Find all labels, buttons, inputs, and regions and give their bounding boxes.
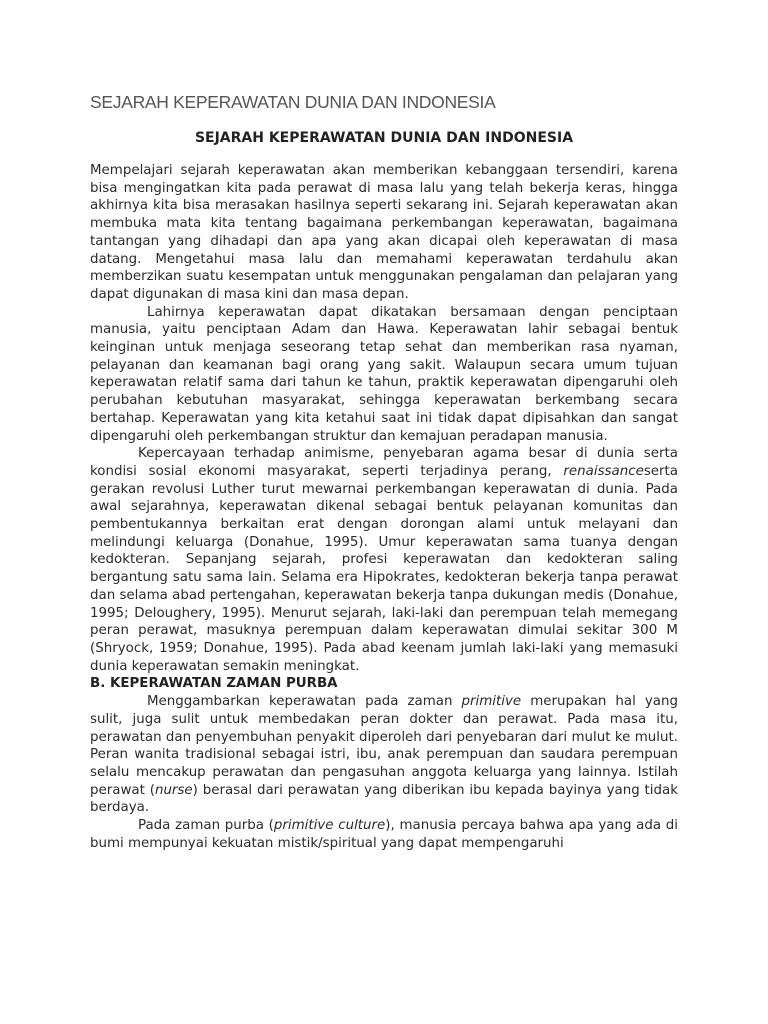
paragraph-text: serta gerakan revolusi Luther turut mewarnai perkembangan keperawatan di dunia. Pada awal sejarahnya, keperawatan dikenal sebagai bentuk pelayanan komunitas dan pembentukannya berkaitan erat dengan dorongan alami untuk melayani dan melindungi keluarga (Donahue, 1995). Umur keperawatan sama tuanya dengan kedokteran. Sepanjang sejarah, profesi keperawatan dan kedokteran saling bergantung satu sama lain. Selama era Hipokrates, kedokteran bekerja tanpa perawat dan selama abad pertengahan, keperawatan bekerja tanpa dukungan medis (Donahue, 1995; Deloughery, 1995). Menurut sejarah, laki-laki dan perempuan telah memegang peran perawat, masuknya perempuan dalam keperawatan dimulai sekitar 300 M (Shryock, 1959; Donahue, 1995). Pada abad keenam jumlah laki-laki yang memasuki dunia keperawatan semakin meningkat. bbox=[90, 463, 678, 674]
paragraph-intro: Mempelajari sejarah keperawatan akan memberikan kebanggaan tersendiri, karena bisa mengingatkan kita pada perawat di masa lalu yang telah bekerja keras, hingga akhirnya kita bisa merasakan hasilnya seperti sekarang ini. Sejarah keperawatan akan membuka mata kita tentang bagaimana perkembangan keperawatan, bagaimana tantangan yang dihadapi dan apa yang akan dicapai oleh keperawatan di masa datang. Mengetahui masa lalu dan memahami keperawatan terdahulu akan memberzikan suatu kesempatan untuk menggunakan pengalaman dan pelajaran yang dapat digunakan di masa kini dan masa depan. bbox=[90, 163, 678, 302]
italic-term: renaissance bbox=[563, 463, 644, 479]
paragraph-text: Pada zaman purba ( bbox=[138, 818, 274, 834]
document-body bbox=[90, 162, 678, 852]
paragraph-text: Kepercayaan terhadap animisme, penyebaran agama besar di dunia serta kondisi sosial ekonomi masyarakat, seperti terjadinya perang, bbox=[90, 446, 678, 479]
paragraph-text: Menggambarkan keperawatan pada zaman bbox=[147, 694, 462, 710]
paragraph-text: ), manusia percaya bahwa apa yang ada di bumi mempunyai kekuatan mistik/spiritual yang dapat mempengaruhi bbox=[90, 818, 679, 851]
italic-term: nurse bbox=[154, 782, 193, 798]
italic-term: primitive bbox=[461, 694, 522, 710]
document-heading: SEJARAH KEPERAWATAN DUNIA DAN INDONESIA bbox=[194, 130, 574, 146]
italic-term: primitive culture bbox=[273, 818, 386, 834]
paragraph-lahirnya: Lahirnya keperawatan dapat dikatakan bersamaan dengan penciptaan manusia, yaitu penciptaan Adam dan Hawa. Keperawatan lahir sebagai bentuk keinginan untuk menjaga seseorang tetap sehat dan memberikan rasa nyaman, pelayanan dan keamanan bagi orang yang sakit. Walaupun secara umum tujuan keperawatan relatif sama dari tahun ke tahun, praktik keperawatan dipengaruhi oleh perubahan kebutuhan masyarakat, sehingga keperawatan berkembang secara bertahap. Keperawatan yang kita ketahui saat ini tidak dapat dipisahkan dan sangat dipengaruhi oleh perkembangan struktur dan kemajuan peradapan manusia. bbox=[90, 304, 678, 444]
paragraph-zaman-purba bbox=[90, 817, 678, 852]
paragraph-text: ) berasal dari perawatan yang diberikan ibu kepada bayinya yang tidak berdaya. bbox=[90, 782, 678, 816]
document-title: SEJARAH KEPERAWATAN DUNIA DAN INDONESIA bbox=[90, 92, 496, 112]
paragraph-kepercayaan bbox=[90, 445, 678, 675]
section-heading-b: B. KEPERAWATAN ZAMAN PURBA bbox=[90, 676, 338, 692]
paragraph-text: merupakan hal yang sulit, juga sulit untuk membedakan peran dokter dan perawat. Pada masa itu, perawatan dan penyembuhan penyakit diperoleh dari penyebaran dari mulut ke mulut. Peran wanita tradisional sebagai istri, ibu, anak perempuan dan saudara perempuan selalu mencakup perawatan dan pengasuhan anggota keluarga yang lainnya. Istilah perawat ( bbox=[90, 694, 678, 798]
paragraph-menggambarkan bbox=[90, 693, 678, 817]
